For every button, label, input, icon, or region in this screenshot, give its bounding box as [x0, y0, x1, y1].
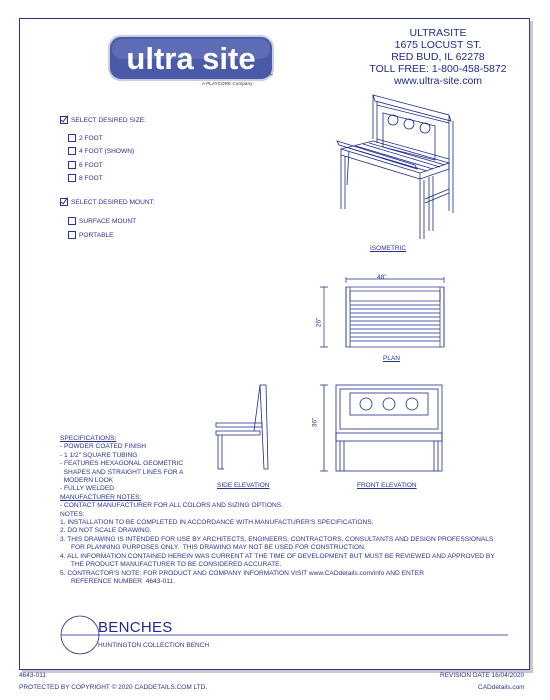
checkbox-icon[interactable] [68, 134, 76, 142]
plan-drawing [320, 277, 460, 357]
mount-heading: SELECT DESIRED MOUNT: [60, 198, 155, 206]
revision-date: REVISION DATE 16/04/2020 [440, 672, 525, 679]
reference-number: 4643-011 [19, 672, 46, 679]
logo-text: ultra site [126, 41, 256, 76]
spec-line: - FULLY WELDED [60, 485, 114, 493]
checkbox-icon[interactable] [68, 217, 76, 225]
page-subtitle: HUNTINGTON COLLECTION BENCH [98, 642, 210, 649]
company-city: RED BUD, IL 62278 [391, 51, 485, 63]
logo-subtitle: A PLAYCORE Company [202, 81, 253, 86]
size-heading-checkbox[interactable] [60, 116, 68, 124]
note-line: FOR PLANNING PURPOSES ONLY. THIS DRAWING MAY NOT BE USED FOR CONSTRUCTION. [60, 544, 366, 552]
company-name: ULTRASITE [409, 27, 467, 39]
size-option-8ft[interactable]: 8 FOOT [68, 174, 103, 182]
dim-depth: 26" [315, 317, 323, 328]
note-line: 5. CONTRACTOR'S NOTE: FOR PRODUCT AND COMPANY INFORMATION VISIT www.CADdetails.com/info AND ENTER [60, 569, 424, 577]
company-info [360, 27, 516, 87]
dim-height: 36" [311, 417, 319, 428]
spec-line: MODERN LOOK [60, 477, 114, 485]
checkbox-icon[interactable] [68, 161, 76, 169]
note-line: 3. THIS DRAWING IS INTENDED FOR USE BY ARCHITECTS, ENGINEERS, CONTRACTORS, CONSULTANTS AND DESIGN PROFESSIONALS [60, 535, 494, 543]
logo-tm: ™ [268, 73, 273, 79]
note-line: REFERENCE NUMBER 4643-011. [60, 577, 175, 585]
manufacturer-note: - CONTACT MANUFACTURER FOR ALL COLORS AND SIZING OPTIONS. [60, 502, 283, 510]
checkbox-icon[interactable] [68, 231, 76, 239]
copyright-text: PROTECTED BY COPYRIGHT © 2020 CADDETAILS.COM LTD. [19, 684, 208, 691]
ultrasite-logo [108, 35, 274, 81]
notes-heading: NOTES: [60, 510, 85, 518]
manufacturer-notes-heading: MANUFACTURER NOTES: [60, 493, 142, 501]
spec-line: SHAPES AND STRAIGHT LINES FOR A [60, 468, 184, 476]
mount-heading-checkbox[interactable] [60, 198, 68, 206]
specifications [60, 435, 495, 586]
spec-line: - POWDER COATED FINISH [60, 443, 146, 451]
spec-line: - FEATURES HEXAGONAL GEOMETRIC [60, 460, 184, 468]
specifications-heading: SPECIFICATIONS: [60, 435, 117, 442]
note-line: 2. DO NOT SCALE DRAWING. [60, 527, 152, 535]
caddetails-link[interactable]: CADdetails.com [478, 684, 525, 691]
dim-width: 48" [377, 274, 387, 281]
mount-option-surface[interactable]: SURFACE MOUNT [68, 217, 136, 225]
note-line: 1. INSTALLATION TO BE COMPLETED IN ACCORDANCE WITH MANUFACTURER'S SPECIFICATIONS. [60, 519, 374, 527]
page-title: BENCHES [98, 619, 173, 636]
size-option-6ft[interactable]: 6 FOOT [68, 161, 103, 169]
note-line: THE PRODUCT MANUFACTURER TO BE CONSIDERED ACCURATE. [60, 561, 282, 569]
size-option-4ft[interactable]: 4 FOOT (SHOWN) [68, 147, 134, 155]
drawing-sheet [19, 18, 530, 670]
side-elevation-label: SIDE ELEVATION [217, 482, 270, 489]
isometric-label: ISOMETRIC [370, 245, 407, 252]
plan-label: PLAN [383, 355, 400, 362]
company-website[interactable]: www.ultra-site.com [393, 75, 483, 87]
note-line: 4. ALL INFORMATION CONTAINED HEREIN WAS CURRENT AT THE TIME OF DEVELOPMENT BUT MUST BE REVIEWED AND APPROVED BY [60, 552, 495, 560]
isometric-drawing [325, 93, 465, 243]
size-heading: SELECT DESIRED SIZE: [60, 116, 146, 124]
company-address: 1675 LOCUST ST. [394, 39, 482, 51]
checkbox-icon[interactable] [68, 147, 76, 155]
mount-option-portable[interactable]: PORTABLE [68, 231, 114, 239]
checkbox-icon[interactable] [68, 174, 76, 182]
front-elevation-label: FRONT ELEVATION [357, 482, 417, 489]
company-phone: TOLL FREE: 1-800-458-5872 [369, 63, 507, 75]
spec-line: - 1 1/2" SQUARE TUBING [60, 451, 138, 459]
size-option-2ft[interactable]: 2 FOOT [68, 134, 103, 142]
